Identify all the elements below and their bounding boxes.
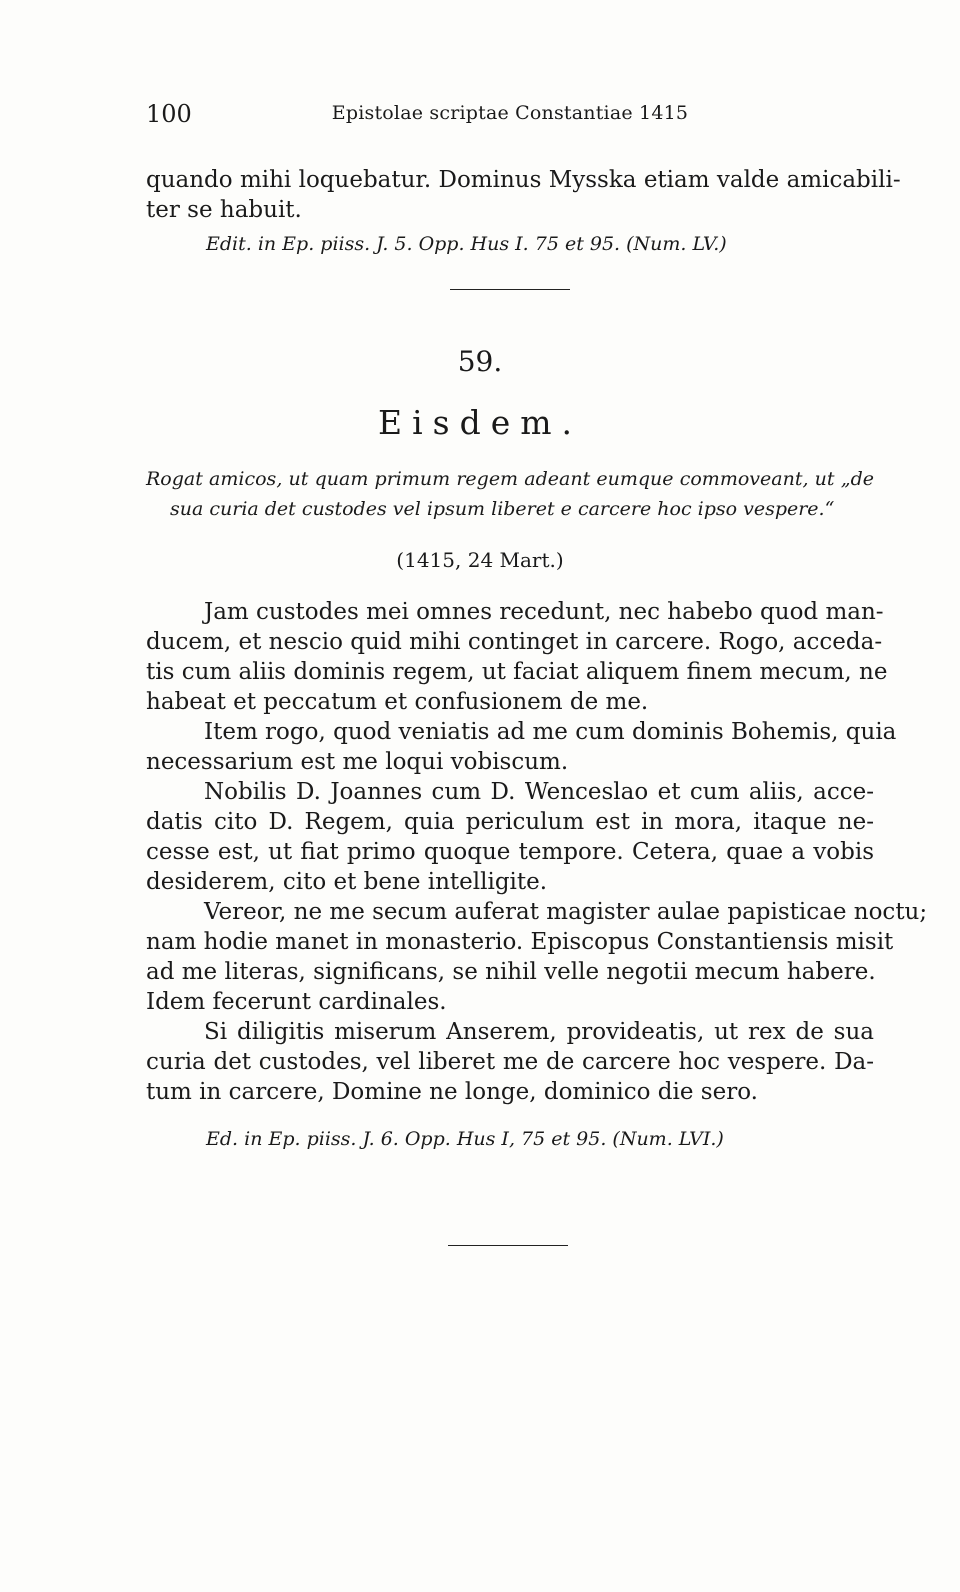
letter-summary: [146, 464, 874, 524]
letter-number: 59.: [457, 345, 503, 378]
text-line: ter se habuit.: [146, 197, 302, 223]
text-line: tum in carcere, Domine ne longe, dominico die sero.: [146, 1079, 758, 1105]
text-line: nam hodie manet in monasterio. Episcopus Constantiensis misit: [146, 929, 894, 955]
letter-title: Eisdem.: [377, 403, 582, 442]
text-line: Jam custodes mei omnes recedunt, nec habebo quod man-: [204, 599, 884, 625]
text-line: ad me literas, significans, se nihil velle negotii mecum habere.: [146, 959, 876, 985]
text-line: Vereor, ne me secum auferat magister aulae papisticae noctu;: [204, 899, 928, 925]
summary-line: Rogat amicos, ut quam primum regem adeant eumque commoveant, ut „de: [146, 468, 874, 490]
text-line: Nobilis D. Joannes cum D. Wenceslao et cum aliis, acce-: [204, 779, 874, 805]
text-line: desiderem, cito et bene intelligite.: [146, 869, 548, 895]
letter-body: [146, 597, 928, 1107]
text-line: ducem, et nescio quid mihi continget in carcere. Rogo, acceda-: [146, 629, 883, 655]
page-header: [146, 100, 874, 132]
text-line: quando mihi loquebatur. Dominus Mysska etiam valde amicabili-: [146, 167, 901, 193]
text-line: cesse est, ut fiat primo quoque tempore. Cetera, quae a vobis: [146, 839, 874, 865]
end-divider: [448, 1245, 568, 1246]
previous-edition-note: Edit. in Ep. piiss. J. 5. Opp. Hus I. 75 et 95. (Num. LV.): [206, 233, 727, 255]
letter-edition-note: Ed. in Ep. piiss. J. 6. Opp. Hus I, 75 et 95. (Num. LVI.): [206, 1128, 724, 1150]
previous-letter-ending: [146, 165, 901, 225]
text-line: necessarium est me loqui vobiscum.: [146, 749, 569, 775]
page-number: 100: [146, 100, 192, 128]
text-line: datis cito D. Regem, quia periculum est in mora, itaque ne-: [146, 809, 874, 835]
text-line: tis cum aliis dominis regem, ut faciat aliquem finem mecum, ne: [146, 659, 888, 685]
text-line: Item rogo, quod veniatis ad me cum dominis Bohemis, quia: [204, 719, 897, 745]
text-line: Si diligitis miserum Anserem, provideatis, ut rex de sua: [204, 1019, 874, 1045]
section-divider: [450, 289, 570, 290]
running-head: Epistolae scriptae Constantiae 1415: [331, 102, 689, 124]
letter-date: (1415, 24 Mart.): [396, 548, 564, 572]
text-line: curia det custodes, vel liberet me de carcere hoc vespere. Da-: [146, 1049, 874, 1075]
text-line: habeat et peccatum et confusionem de me.: [146, 689, 649, 715]
text-line: Idem fecerunt cardinales.: [146, 989, 447, 1015]
summary-line: sua curia det custodes vel ipsum liberet e carcere hoc ipso vespere.“: [170, 498, 835, 520]
